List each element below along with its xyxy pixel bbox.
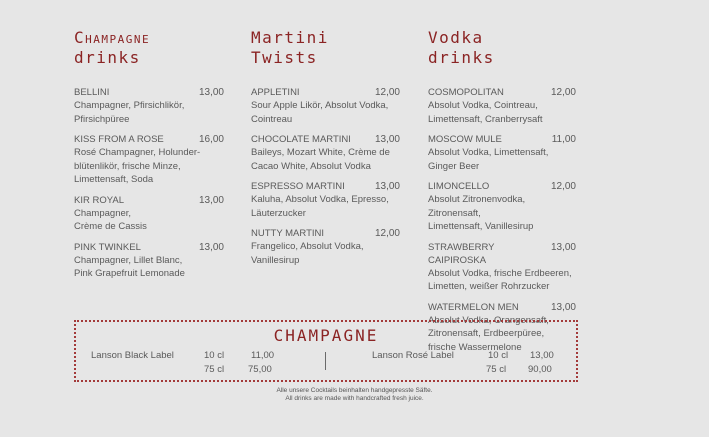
drink-price: 13,00: [550, 301, 576, 313]
menu-item-header: [74, 86, 224, 99]
title-line-1: Champagne: [74, 28, 151, 47]
footer-note: [0, 387, 709, 403]
drink-name: APPLETINI: [251, 87, 300, 98]
menu-item-header: [74, 133, 224, 146]
champagne-left-price2: 75,00: [248, 364, 272, 375]
drink-ingredients: Limettensaft, Vanillesirup: [428, 221, 534, 232]
title-line-1: Martini: [251, 28, 329, 47]
menu-item-header: [428, 301, 576, 314]
drink-price: 13,00: [198, 87, 224, 98]
menu-item-header: [251, 133, 400, 146]
drink-ingredients: Champagner, Pfirsichlikör,: [74, 100, 185, 111]
section-title: [74, 28, 224, 68]
footer-line-english: All drinks are made with handcrafted fresh juice.: [285, 395, 424, 402]
drink-price: 12,00: [550, 87, 576, 98]
drink-ingredients: Limetten, weißer Rohrzucker: [428, 281, 550, 292]
menu-item: [251, 180, 400, 220]
drink-ingredients: Absolut Zitronenvodka, Zitronensaft,: [428, 194, 526, 219]
drink-price: 13,00: [550, 241, 576, 253]
drink-ingredients: Absolut Vodka, frische Erdbeeren,: [428, 267, 572, 279]
menu-item: [428, 180, 576, 234]
champagne-right-size1: 10 cl: [488, 350, 509, 361]
drink-price: 12,00: [374, 228, 400, 239]
drink-ingredients: Frangelico, Absolut Vodka,: [251, 241, 364, 252]
champagne-drinks-column: [74, 28, 224, 288]
drink-name: BELLINI: [74, 87, 110, 98]
menu-item: [428, 241, 576, 294]
drink-name: CHOCOLATE MARTINI: [251, 134, 351, 145]
title-line-2: Twists: [251, 48, 318, 67]
drink-ingredients: Crème de Cassis: [74, 221, 147, 232]
champagne-box: [74, 320, 578, 382]
champagne-right-name: Lanson Rosé Label: [372, 350, 454, 361]
drink-name: KIR ROYAL: [74, 194, 124, 206]
drink-ingredients: Läuterzucker: [251, 207, 306, 219]
title-line-2: drinks: [428, 48, 495, 67]
martini-twists-column: [251, 28, 400, 274]
champagne-right-price1: 13,00: [530, 350, 554, 361]
item-list: [251, 86, 400, 267]
menu-item: [74, 194, 224, 234]
menu-item: [74, 133, 224, 187]
item-list: [74, 86, 224, 281]
drink-ingredients: Sour Apple Likör, Absolut Vodka,: [251, 100, 389, 111]
section-title: [251, 28, 400, 68]
drink-price: 16,00: [198, 134, 224, 145]
item-list: [428, 86, 576, 354]
drink-ingredients: Cacao White, Absolut Vodka: [251, 160, 371, 172]
drink-ingredients: Cointreau: [251, 113, 293, 125]
drink-name: NUTTY MARTINI: [251, 228, 325, 239]
drink-name: KISS FROM A ROSE: [74, 134, 164, 145]
drink-ingredients: Absolut Vodka, Cointreau,: [428, 100, 538, 111]
menu-item: [251, 133, 400, 173]
drink-ingredients: Limettensaft, Cranberrysaft: [428, 113, 543, 125]
drink-ingredients: Champagner, Lillet Blanc,: [74, 254, 183, 266]
drink-ingredients: Absolut Vodka, Orangensaft,: [428, 314, 549, 326]
drink-ingredients: Pink Grapefruit Lemonade: [74, 268, 185, 279]
drink-name: LIMONCELLO: [428, 181, 490, 192]
drink-price: 11,00: [551, 134, 576, 145]
menu-item-header: [428, 86, 576, 99]
drink-price: 13,00: [198, 241, 224, 253]
drink-name: STRAWBERRY CAIPIROSKA: [428, 241, 495, 266]
menu-item: [428, 86, 576, 126]
menu-item-header: [74, 194, 224, 207]
drink-ingredients: Limettensaft, Soda: [74, 174, 154, 185]
menu-item: [428, 133, 576, 173]
drink-ingredients: Kaluha, Absolut Vodka, Epresso,: [251, 194, 389, 205]
menu-item-header: [428, 133, 576, 146]
drink-name: MOSCOW MULE: [428, 134, 502, 145]
drink-name: PINK TWINKEL: [74, 241, 141, 253]
menu-item: [251, 86, 400, 126]
footer-line-german: Alle unsere Cocktails beinhalten handgepresste Säfte.: [276, 387, 433, 394]
column-divider: [325, 352, 326, 370]
drink-ingredients: Champagner,: [74, 207, 132, 219]
drink-name: WATERMELON MEN: [428, 301, 519, 313]
champagne-title: CHAMPAGNE: [273, 326, 379, 345]
drink-ingredients: Absolut Vodka, Limettensaft,: [428, 147, 549, 158]
menu-item-header: [74, 241, 224, 254]
champagne-left-price1: 11,00: [251, 350, 275, 361]
drink-ingredients: Pfirsichpüree: [74, 113, 130, 125]
champagne-left-name: Lanson Black Label: [91, 350, 174, 361]
menu-item: [251, 227, 400, 267]
drink-ingredients: Baileys, Mozart White, Crème de: [251, 147, 390, 158]
drink-ingredients: frische Wassermelone: [428, 341, 522, 353]
drink-ingredients: Ginger Beer: [428, 160, 480, 172]
drink-price: 12,00: [374, 87, 400, 98]
drink-ingredients: Rosé Champagner, Holunder-: [74, 147, 201, 158]
drink-price: 13,00: [198, 194, 224, 206]
menu-item-header: [428, 241, 576, 267]
champagne-right-price2: 90,00: [528, 364, 552, 375]
menu-item-header: [428, 180, 576, 193]
title-line-2: drinks: [74, 48, 141, 67]
menu-item: [74, 241, 224, 281]
drink-name: ESPRESSO MARTINI: [251, 181, 345, 192]
drink-price: 12,00: [550, 181, 576, 192]
drink-ingredients: Zitronensaft, Erdbeerpüree,: [428, 328, 545, 339]
menu-item-header: [251, 180, 400, 193]
drink-price: 13,00: [374, 134, 400, 145]
champagne-right-size2: 75 cl: [486, 364, 507, 375]
champagne-left-size1: 10 cl: [204, 350, 225, 361]
title-line-1: Vodka: [428, 28, 484, 47]
drink-ingredients: blütenlikör, frische Minze,: [74, 160, 181, 172]
drink-ingredients: Vanillesirup: [251, 254, 300, 266]
drink-name: COSMOPOLITAN: [428, 87, 504, 98]
champagne-left-size2: 75 cl: [204, 364, 225, 375]
drink-price: 13,00: [374, 181, 400, 192]
menu-item-header: [251, 227, 400, 240]
section-title: [428, 28, 576, 68]
menu-item-header: [251, 86, 400, 99]
vodka-drinks-column: [428, 28, 576, 361]
menu-item: [74, 86, 224, 126]
